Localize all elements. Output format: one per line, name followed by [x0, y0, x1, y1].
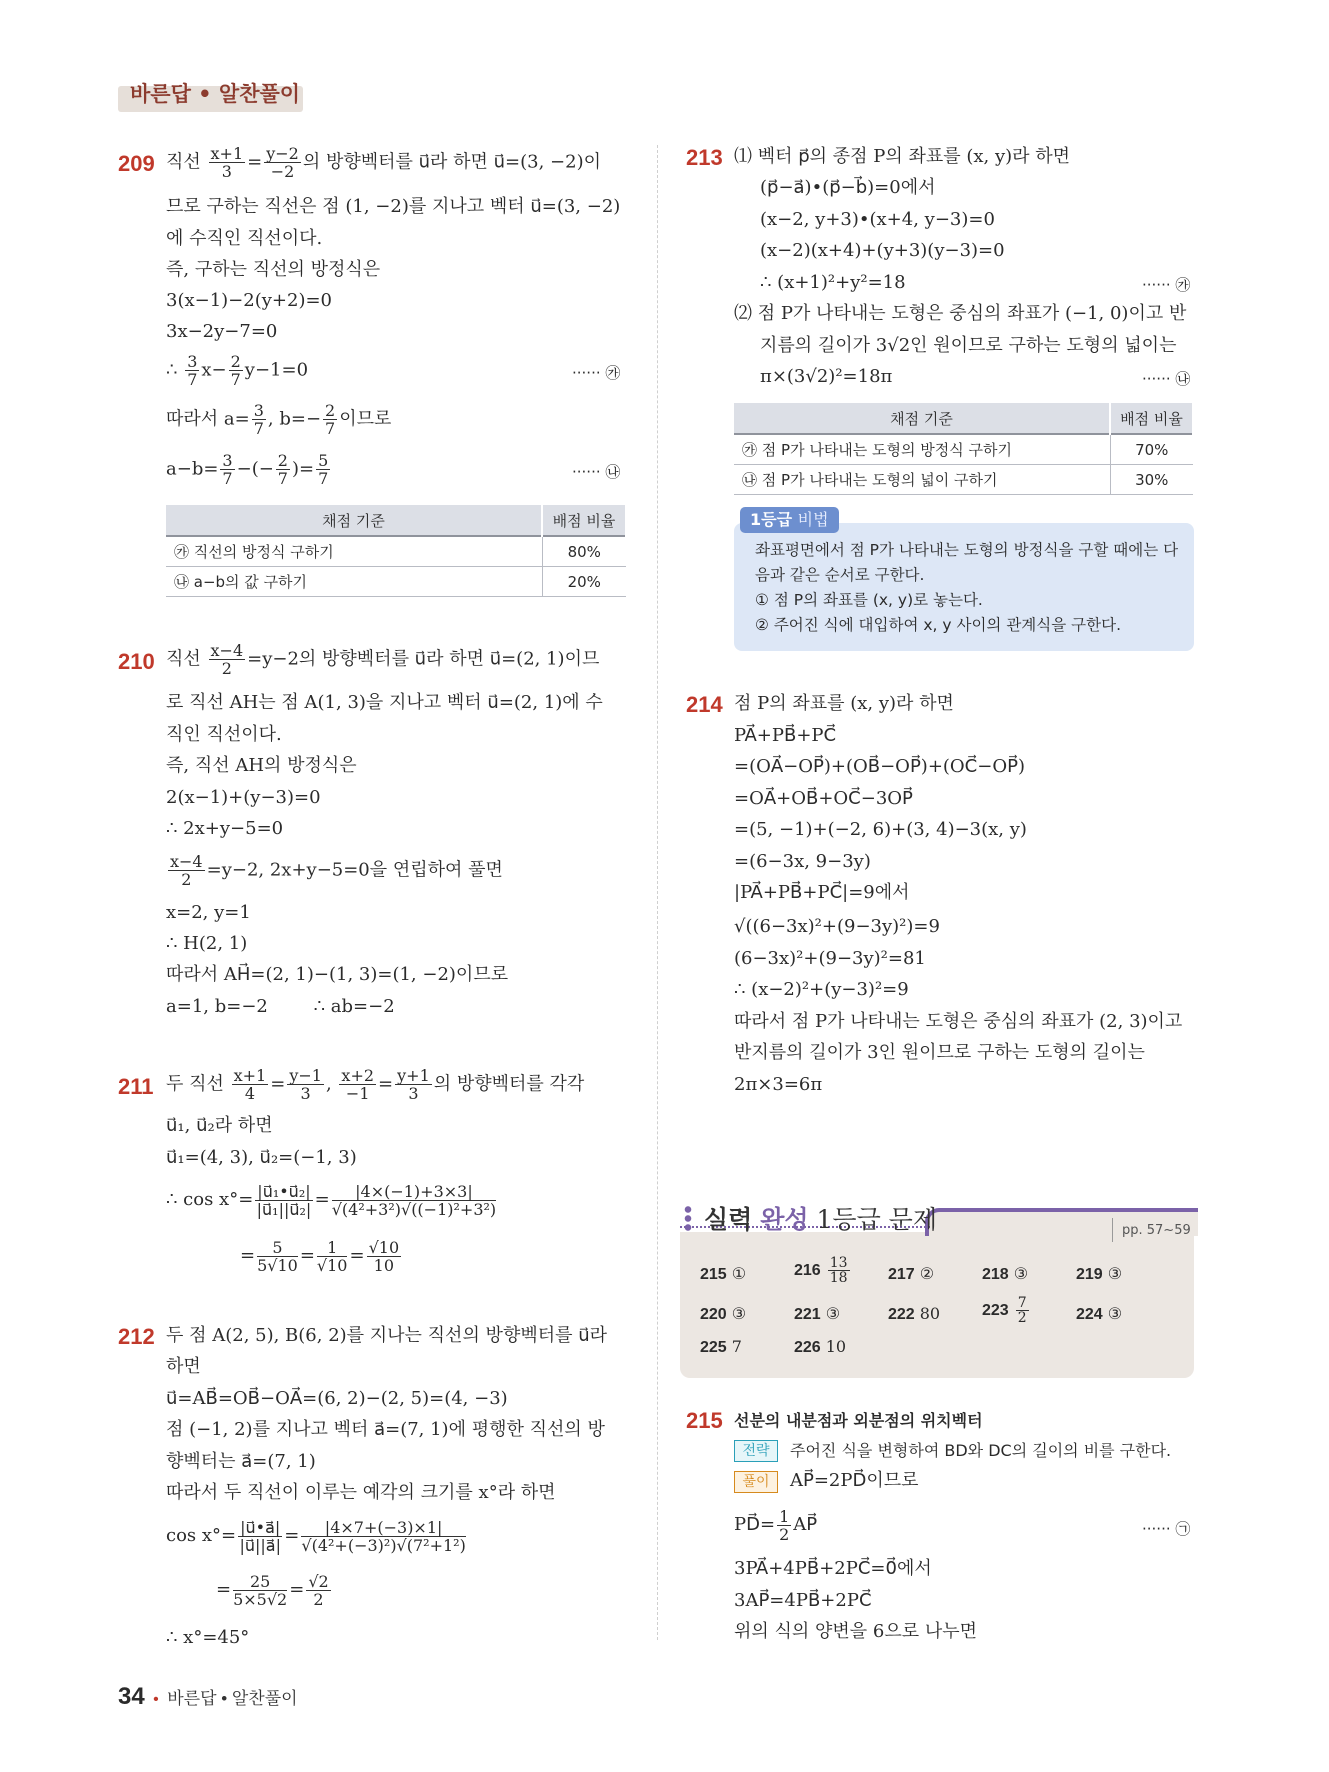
p215-mark: ······ ㉠: [1142, 1520, 1191, 1538]
footer-title: 바른답 • 알찬풀이: [167, 1689, 298, 1708]
p214-line-12: 반지름의 길이가 3인 원이므로 구하는 도형의 길이는: [734, 1042, 1145, 1063]
p210-line-7: $\frac{x-4}{2}$ =y−2, 2x+y−5=0을 연립하여 풀면: [170, 852, 503, 889]
p211-line-3: u⃗₁=(4, 3), u⃗₂=(−1, 3): [166, 1147, 357, 1168]
p214-line-13: 2π×3=6π: [734, 1074, 823, 1095]
p215-tag-strategy: 전략: [734, 1440, 778, 1462]
p210-line-8: x=2, y=1: [166, 902, 251, 923]
p211-line-5: = $\frac{5}{5√10}$ = $\frac{1}{√10}$ = $\frac{√10}{10}$: [240, 1237, 400, 1275]
answer-item-215: 215 ①: [700, 1264, 747, 1283]
footer: 34 • 바른답 • 알찬풀이: [118, 1683, 298, 1710]
p214-line-2: PA⃗+PB⃗+PC⃗: [734, 725, 837, 746]
score-header-criteria: 채점 기준: [166, 505, 542, 536]
p214-line-7: |PA⃗+PB⃗+PC⃗|=9에서: [734, 882, 910, 903]
p209-mark-na: ······ ㉯: [572, 463, 621, 481]
answer-item-219: 219 ③: [1076, 1264, 1123, 1283]
p215-line-3: PD⃗= $\frac{1}{2}$ AP⃗: [734, 1506, 818, 1544]
p212-line-9: ∴ x°=45°: [166, 1627, 250, 1648]
p209-mark-ga: ······ ㉮: [572, 364, 621, 382]
p213-line-8: π×(3√2)²=18π: [760, 366, 893, 387]
tip-line-4: ② 주어진 식에 대입하여 x, y 사이의 관계식을 구한다.: [755, 616, 1121, 634]
page-number: 34: [118, 1683, 145, 1710]
p212-line-8: = $\frac{25}{5\times 5√2}$ = $\frac{√2}{2}$: [216, 1571, 329, 1609]
p212-line-1: 두 점 A(2, 5), B(6, 2)를 지나는 직선의 방향벡터를 u⃗라: [166, 1325, 608, 1346]
answer-item-223: 223 $\frac{7}{2}$: [982, 1295, 1027, 1326]
p213-line-4: (x−2)(x+4)+(y+3)(y−3)=0: [760, 240, 1005, 261]
problem-number-210: 210: [118, 649, 155, 674]
problem-number-212: 212: [118, 1324, 155, 1349]
p215-line-6: 위의 식의 양변을 6으로 나누면: [734, 1621, 977, 1642]
p211-line-4: ∴ cos x°= $\frac{\text{|u⃗₁•u⃗₂|}}{\text{|u⃗₁||u⃗₂|}}$ = $\frac{|4\times(-1)+3\times 3|}{\text{√(4²+3²)√((−1)²+3²)}}$: [166, 1181, 497, 1219]
p209-line-3: 에 수직인 직선이다.: [166, 228, 323, 249]
p215-line-5: 3AP⃗=4PB⃗+2PC⃗: [734, 1590, 872, 1611]
p214-line-5: =(5, −1)+(−2, 6)+(3, 4)−3(x, y): [734, 819, 1027, 840]
p214-line-10: ∴ (x−2)²+(y−3)²=9: [734, 979, 909, 1000]
p214-line-6: =(6−3x, 9−3y): [734, 851, 871, 872]
p215-strategy: 주어진 식을 변형하여 BD와 DC의 길이의 비를 구한다.: [790, 1441, 1172, 1460]
answer-fraction: $\frac{7}{2}$: [1017, 1295, 1027, 1326]
problem-number-211: 211: [118, 1074, 154, 1099]
problem-number-214: 214: [686, 692, 723, 717]
p210-line-9: ∴ H(2, 1): [166, 933, 248, 954]
p213-mark-na: ······ ㉯: [1142, 370, 1191, 388]
p212-line-3: u⃗=AB⃗=OB⃗−OA⃗=(6, 2)−(2, 5)=(4, −3): [166, 1388, 508, 1409]
p209-line-6: 3x−2y−7=0: [166, 321, 278, 342]
answer-fraction: $\frac{13}{18}$: [829, 1255, 848, 1286]
p210-line-11: a=1, b=−2 ∴ ab=−2: [166, 996, 395, 1017]
tip-tag: 1등급 비법: [740, 507, 839, 533]
answers-pages-sep: [1112, 1218, 1113, 1242]
p209-line-7: ∴ $\frac{3}{7}$ x− $\frac{2}{7}$ y−1=0: [166, 352, 309, 389]
p209-line-8: 따라서 a= $\frac{3}{7}$ , b=− $\frac{2}{7}$ 이므로: [166, 401, 392, 438]
p214-line-1: 점 P의 좌표를 (x, y)라 하면: [734, 693, 954, 714]
p209-line-2: 므로 구하는 직선은 점 (1, −2)를 지나고 벡터 u⃗=(3, −2): [166, 196, 621, 217]
p210-line-2: 로 직선 AH는 점 A(1, 3)을 지나고 벡터 u⃗=(2, 1)에 수: [166, 692, 603, 713]
p209-frac-2: $\frac{y-2}{-2}$: [266, 144, 299, 181]
p215-title: 선분의 내분점과 외분점의 위치벡터: [734, 1411, 983, 1430]
p211-line-1: 두 직선 $\frac{x+1}{4}$ = $\frac{y-1}{3}$ , $\frac{x+2}{-1}$ = $\frac{y+1}{3}$ 의 방향벡터를 각각: [166, 1066, 585, 1103]
p210-line-1: 직선 $\frac{x-4}{2}$ =y−2의 방향벡터를 u⃗라 하면 u⃗=(2, 1)이므: [166, 641, 600, 678]
p213-score-table: 채점 기준 배점 비율 ㉮ 점 P가 나타내는 도형의 방정식 구하기 70% ㉯ 점 P가 나타내는 도형의 넓이 구하기 30%: [734, 403, 1194, 495]
answer-item-226: 226 10: [794, 1337, 847, 1356]
p210-line-4: 즉, 직선 AH의 방정식은: [166, 755, 357, 776]
problem-number-215: 215: [686, 1408, 723, 1433]
answers-dots-icon: [684, 1205, 692, 1231]
answers-pages: pp. 57~59: [1122, 1223, 1191, 1238]
answer-item-224: 224 ③: [1076, 1304, 1123, 1323]
p209-score-table: 채점 기준 배점 비율 ㉮ 직선의 방정식 구하기 80% ㉯ a−b의 값 구하기 20%: [166, 505, 627, 597]
column-divider: [657, 145, 658, 1640]
answers-title: 실력 완성 1등급 문제: [704, 1205, 937, 1234]
answer-item-218: 218 ③: [982, 1264, 1029, 1283]
answer-item-221: 221 ③: [794, 1304, 841, 1323]
p214-line-9: (6−3x)²+(9−3y)²=81: [734, 948, 926, 969]
p212-line-2: 하면: [166, 1356, 201, 1377]
p210-line-10: 따라서 AH⃗=(2, 1)−(1, 3)=(1, −2)이므로: [166, 964, 509, 985]
p214-line-3: =(OA⃗−OP⃗)+(OB⃗−OP⃗)+(OC⃗−OP⃗): [734, 756, 1025, 777]
p210-line-6: ∴ 2x+y−5=0: [166, 818, 284, 839]
p212-line-7: cos x°= $\frac{|u⃗•a⃗|}{|u⃗||a⃗|}$ = $\frac{|4\times 7+(-3)\times 1|}{\text{√(4²+(−3)²)√(7²+1²)}}$: [166, 1517, 466, 1555]
answer-item-216: 216 $\frac{13}{18}$: [794, 1255, 848, 1286]
p214-line-8: √((6−3x)²+(9−3y)²)=9: [734, 916, 940, 937]
p209-frac-1: $\frac{x+1}{3}$: [210, 144, 244, 181]
p213-mark-ga: ······ ㉮: [1142, 276, 1191, 294]
p214-line-4: =OA⃗+OB⃗+OC⃗−3OP⃗: [734, 788, 913, 809]
p211-line-2: u⃗₁, u⃗₂라 하면: [166, 1115, 273, 1136]
p209-line-4: 즉, 구하는 직선의 방정식은: [166, 259, 381, 280]
p215-solution: AP⃗=2PD⃗이므로: [790, 1470, 919, 1491]
p212-line-5: 향벡터는 a⃗=(7, 1): [166, 1451, 316, 1472]
answer-item-220: 220 ③: [700, 1304, 747, 1323]
p213-line-2: (p⃗−a⃗)•(p⃗−b⃗)=0에서: [760, 177, 936, 198]
p213-line-7: 지름의 길이가 3√2인 원이므로 구하는 도형의 넓이는: [760, 335, 1177, 356]
p210-line-3: 직인 직선이다.: [166, 724, 282, 745]
p209-line-1: 직선 $\frac{x+1}{3}$ = $\frac{y-2}{-2}$ 의 방향벡터를 u⃗라 하면 u⃗=(3, −2)이: [166, 144, 601, 181]
tip-line-3: ① 점 P의 좌표를 (x, y)로 놓는다.: [755, 591, 983, 609]
header-title: 바른답 • 알찬풀이: [130, 82, 301, 106]
problem-number-213: 213: [686, 145, 723, 170]
p213-line-3: (x−2, y+3)•(x+4, y−3)=0: [760, 209, 995, 230]
answer-item-222: 222 80: [888, 1304, 941, 1323]
p215-line-4: 3PA⃗+4PB⃗+2PC⃗=0⃗에서: [734, 1558, 932, 1579]
p210-line-5: 2(x−1)+(y−3)=0: [166, 787, 321, 808]
score-header-ratio: 배점 비율: [542, 505, 626, 536]
tip-line-2: 음과 같은 순서로 구한다.: [755, 566, 925, 584]
p212-line-4: 점 (−1, 2)를 지나고 벡터 a⃗=(7, 1)에 평행한 직선의 방: [166, 1419, 605, 1440]
answer-item-217: 217 ②: [888, 1264, 935, 1283]
problem-number-209: 209: [118, 151, 155, 176]
p209-line-9: a−b= $\frac{3}{7}$ −(− $\frac{2}{7}$ )= $\frac{5}{7}$: [166, 451, 329, 488]
p209-line-5: 3(x−1)−2(y+2)=0: [166, 290, 332, 311]
tip-line-1: 좌표평면에서 점 P가 나타내는 도형의 방정식을 구할 때에는 다: [755, 541, 1179, 559]
p213-line-1: ⑴ 벡터 p⃗의 종점 P의 좌표를 (x, y)라 하면: [734, 146, 1071, 167]
answer-item-225: 225 7: [700, 1337, 742, 1356]
p215-tag-solution: 풀이: [734, 1471, 778, 1493]
p212-line-6: 따라서 두 직선이 이루는 예각의 크기를 x°라 하면: [166, 1482, 556, 1503]
p214-line-11: 따라서 점 P가 나타내는 도형은 중심의 좌표가 (2, 3)이고: [734, 1011, 1183, 1032]
p213-line-6: ⑵ 점 P가 나타내는 도형은 중심의 좌표가 (−1, 0)이고 반: [734, 303, 1187, 324]
p213-line-5: ∴ (x+1)²+y²=18: [760, 272, 906, 293]
